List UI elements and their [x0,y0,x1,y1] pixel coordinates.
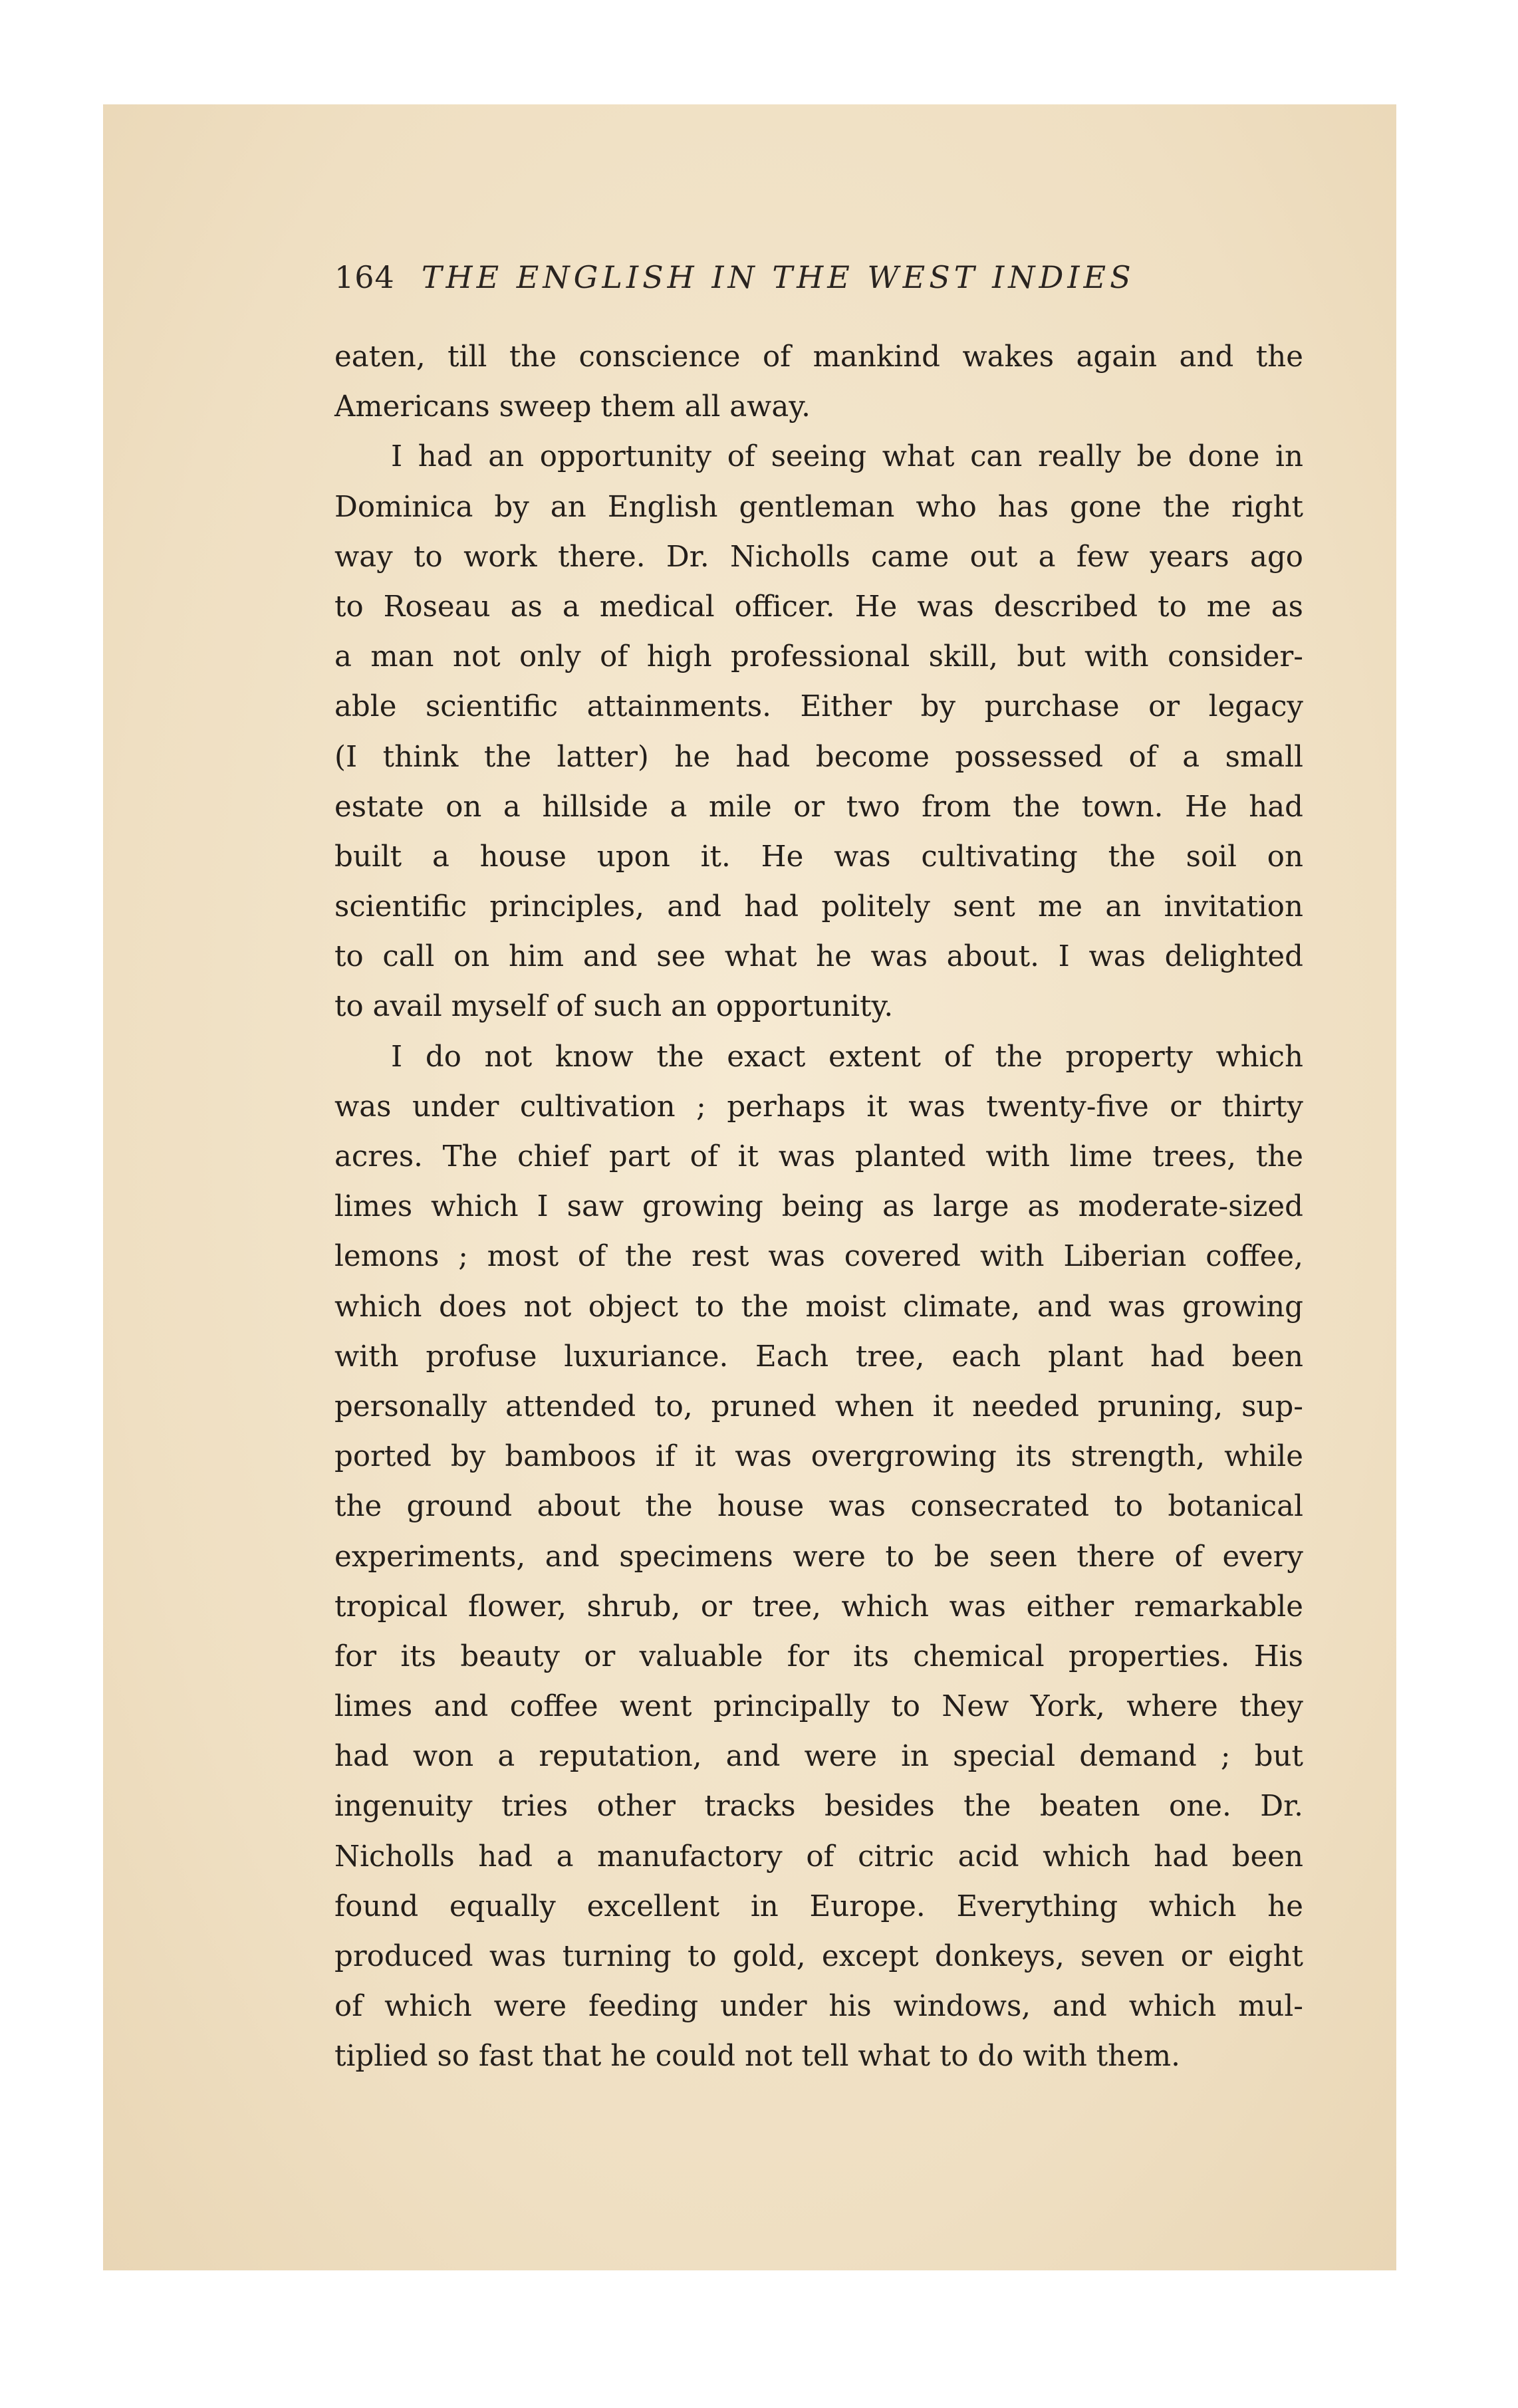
text-line: estate on a hillside a mile or two from the town. He had [334,790,1303,824]
page-number: 164 [334,259,395,295]
text-line: ingenuity tries other tracks besides the beaten one. Dr. [334,1790,1303,1824]
text-line: found equally excellent in Europe. Everything which he [334,1889,1303,1923]
text-line: to Roseau as a medical officer. He was described to me as [334,590,1303,624]
text-line: for its beauty or valuable for its chemical properties. His [334,1639,1303,1673]
text-line: able scientific attainments. Either by purchase or legacy [334,690,1303,724]
text-line: limes which I saw growing being as large as moderate-sized [334,1190,1303,1224]
text-line: Nicholls had a manufactory of citric acid which had been [334,1840,1303,1873]
text-line: built a house upon it. He was cultivating the soil on [334,840,1303,874]
text-line: with profuse luxuriance. Each tree, each plant had been [334,1340,1303,1374]
text-line: to call on him and see what he was about. I was delighted [334,940,1303,974]
text-line: eaten, till the conscience of mankind wakes again and the [334,340,1303,374]
text-line: I do not know the exact extent of the property which [391,1040,1303,1074]
text-line: to avail myself of such an opportunity. [334,990,894,1024]
running-title: THE ENGLISH IN THE WEST INDIES [421,259,1135,295]
text-line: was under cultivation ; perhaps it was twenty-five or thirty [334,1090,1303,1124]
text-line: Dominica by an English gentleman who has gone the right [334,490,1303,524]
text-line: which does not object to the moist climate, and was growing [334,1290,1303,1324]
text-line: scientific principles, and had politely sent me an invitation [334,890,1303,924]
text-line: Americans sweep them all away. [334,390,811,424]
text-line: lemons ; most of the rest was covered with Liberian coffee, [334,1240,1303,1274]
text-line: of which were feeding under his windows, and which mul- [334,1990,1303,2024]
text-line: personally attended to, pruned when it needed pruning, sup- [334,1389,1303,1423]
text-line: (I think the latter) he had become possessed of a small [334,740,1303,774]
text-line: I had an opportunity of seeing what can really be done in [391,440,1303,474]
text-line: produced was turning to gold, except donkeys, seven or eight [334,1940,1303,1973]
text-line: the ground about the house was consecrated to botanical [334,1490,1303,1524]
text-line: had won a reputation, and were in special demand ; but [334,1740,1303,1774]
text-line: ported by bamboos if it was overgrowing its strength, while [334,1440,1303,1474]
text-line: tiplied so fast that he could not tell what to do with them. [334,2040,1180,2074]
text-line: limes and coffee went principally to New York, where they [334,1690,1303,1724]
text-line: tropical flower, shrub, or tree, which was either remarkable [334,1590,1303,1624]
body-text [334,332,1303,2082]
text-line: a man not only of high professional skill, but with consider- [334,640,1303,674]
text-line: acres. The chief part of it was planted with lime trees, the [334,1140,1303,1173]
running-head [334,259,1303,306]
text-line: experiments, and specimens were to be seen there of every [334,1540,1303,1574]
text-line: way to work there. Dr. Nicholls came out a few years ago [334,540,1303,574]
